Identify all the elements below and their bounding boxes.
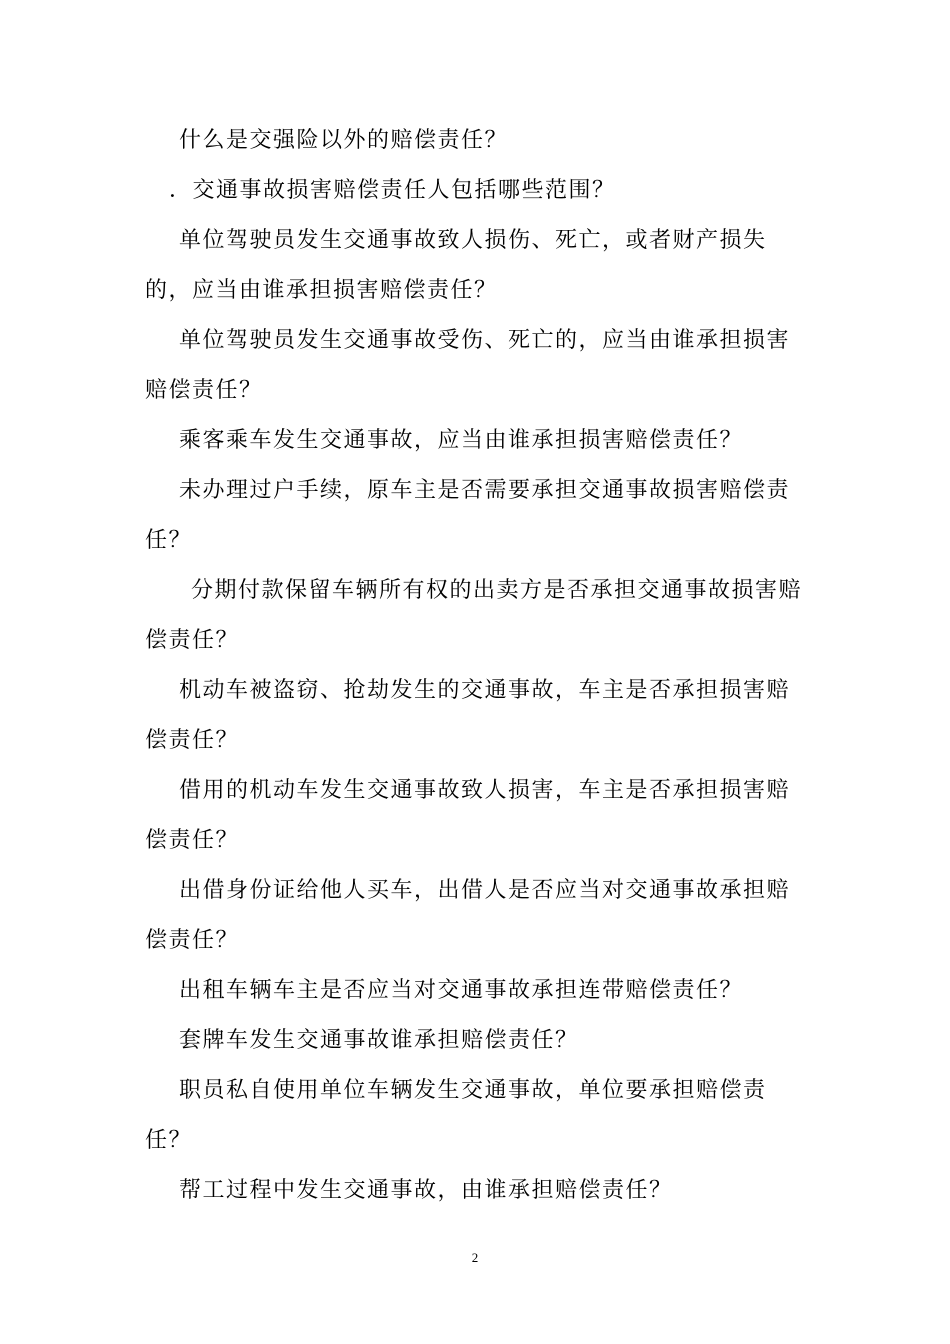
paragraph: 机动车被盗窃、抢劫发生的交通事故，车主是否承担损害赔偿责任？ <box>145 678 791 753</box>
paragraph: ．交通事故损害赔偿责任人包括哪些范围？ <box>169 178 616 203</box>
paragraph: 乘客乘车发生交通事故，应当由谁承担损害赔偿责任？ <box>179 428 744 453</box>
paragraph: 分期付款保留车辆所有权的出卖方是否承担交通事故损害赔偿责任？ <box>145 578 803 653</box>
paragraph: 出借身份证给他人买车，出借人是否应当对交通事故承担赔偿责任？ <box>145 878 791 953</box>
paragraph: 借用的机动车发生交通事故致人损害，车主是否承担损害赔偿责任？ <box>145 778 791 853</box>
paragraph: 帮工过程中发生交通事故，由谁承担赔偿责任？ <box>179 1178 673 1203</box>
paragraph: 出租车辆车主是否应当对交通事故承担连带赔偿责任？ <box>179 978 744 1003</box>
paragraph: 单位驾驶员发生交通事故致人损伤、死亡，或者财产损失的，应当由谁承担损害赔偿责任？ <box>145 228 767 303</box>
paragraph: 什么是交强险以外的赔偿责任？ <box>179 128 509 153</box>
paragraph: 职员私自使用单位车辆发生交通事故，单位要承担赔偿责任？ <box>145 1078 767 1153</box>
paragraph: 套牌车发生交通事故谁承担赔偿责任？ <box>179 1028 579 1053</box>
document-body <box>145 116 813 1216</box>
paragraph: 单位驾驶员发生交通事故受伤、死亡的，应当由谁承担损害赔偿责任？ <box>145 328 791 403</box>
page-number: 2 <box>471 1250 479 1265</box>
paragraph: 未办理过户手续，原车主是否需要承担交通事故损害赔偿责任？ <box>145 478 791 553</box>
